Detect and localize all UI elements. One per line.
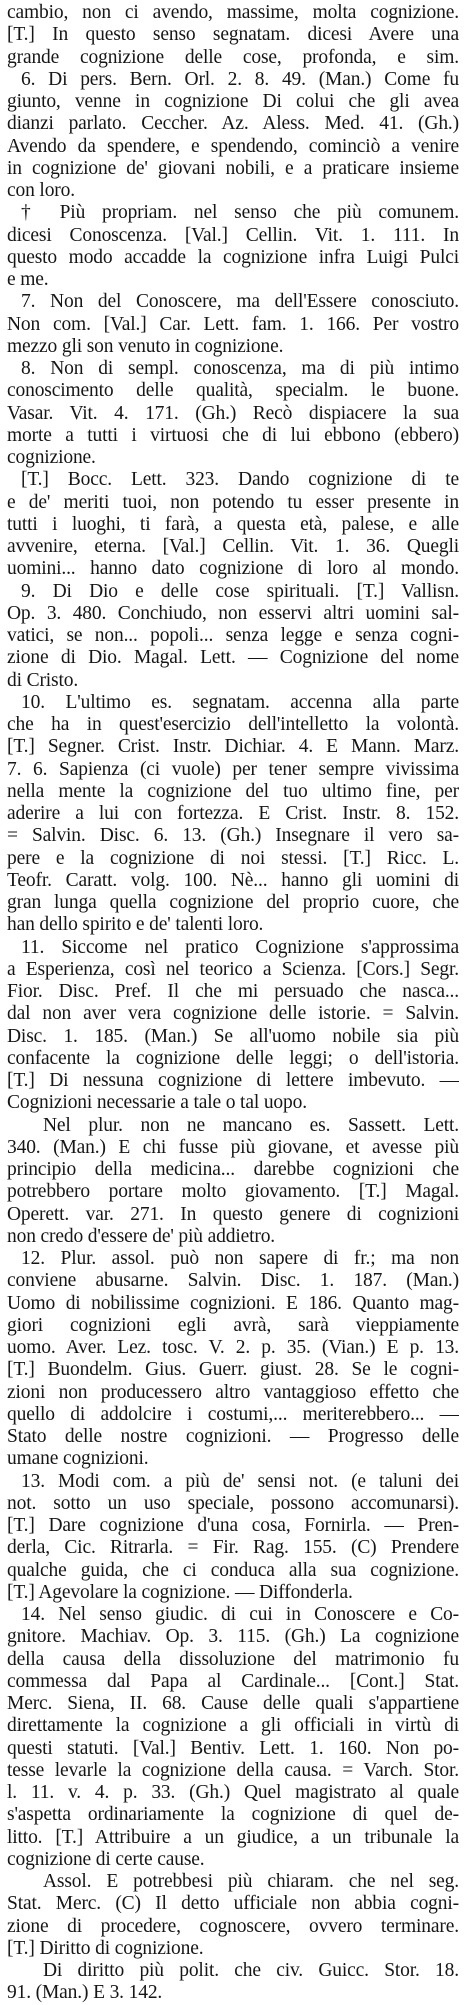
text-line: confacente la cognizione delle leggi; o dell'istoria. (7, 1047, 459, 1069)
text-line: 12. Plur. assol. può non sapere di fr.; ma non (21, 1248, 459, 1269)
text-line: a Esperienza, così nel teorico a Scienza. [Cors.] Segr. (7, 958, 459, 980)
text-line: 9. Di Dio e delle cose spirituali. [T.] Vallisn. (21, 580, 459, 602)
text-line: 10. L'ultimo es. segnatam. accenna alla parte (21, 691, 459, 713)
text-line: uomo. Aver. Lez. tosc. V. 2. p. 35. (Vian.) E p. 13. (7, 1337, 459, 1358)
text-line: derla, Cic. Ritrarla. = Fir. Rag. 155. (C) Prendere (7, 1537, 459, 1559)
text-line: in cognizione de' giovani nobili, e a praticare insieme (7, 157, 459, 179)
text-line: Merc. Siena, II. 68. Cause delle quali s'appartiene (7, 1693, 459, 1714)
text-line: 340. (Man.) E chi fusse più giovane, et avesse più (7, 1136, 459, 1158)
text-line: Assol. E potrebbesi più chiaram. che nel seg. (43, 1871, 459, 1892)
text-line: [T.] Dare cognizione d'una cosa, Fornirla. — Pren- (7, 1515, 459, 1536)
text-line: giori cognizioni egli avrà, sarà vieppiamente (7, 1314, 459, 1336)
text-line: [T.] In questo senso segnatam. dicesi Avere una (7, 24, 459, 46)
text-line: Fior. Disc. Pref. Il che mi persuado che nasca... (7, 981, 459, 1002)
text-line: di Cristo. (7, 669, 79, 691)
text-line: dicesi Conoscenza. [Val.] Cellin. Vit. 1. 111. In (7, 224, 459, 246)
text-line: avvenire, eterna. [Val.] Cellin. Vit. 1. 36. Quegli (7, 536, 459, 557)
text-line: cognizione di certe cause. (7, 1848, 205, 1870)
text-line: e de' meriti tuoi, non potendo tu esser presente in (7, 491, 459, 513)
text-line: [T.] Agevolare la cognizione. — Diffonderla. (7, 1581, 353, 1603)
text-line: giunto, venne in cognizione Di colui che gli avea (7, 91, 459, 112)
text-line: 14. Nel senso giudic. di cui in Conoscere e Co- (21, 1604, 459, 1625)
text-line: han dello spirito e de' talenti loro. (7, 914, 264, 936)
text-line: questi statuti. [Val.] Bentiv. Lett. 1. 160. Non po- (7, 1737, 459, 1759)
text-line: [T.] Buondelm. Gius. Guerr. giust. 28. Se le cogni- (7, 1359, 459, 1381)
text-line: potrebbero portare molto giovamento. [T.] Magal. (7, 1181, 459, 1203)
text-line: Non com. [Val.] Car. Lett. fam. 1. 166. Per vostro (7, 313, 459, 335)
text-line: not. sotto un uso speciale, possono accomunarsi). (7, 1492, 459, 1514)
text-line: † Più propriam. nel senso che più comunem. (21, 202, 459, 224)
text-line: s'aspetta ordinariamente la cognizione di quel de- (7, 1804, 459, 1826)
text-line: 13. Modi com. a più de' sensi not. (e taluni dei (21, 1470, 459, 1492)
text-line: morte a tutti i virtuosi che di lui ebbono (ebbero) (7, 424, 459, 446)
text-line: Cognizioni necessarie a tale o tal uopo. (7, 1092, 307, 1114)
text-line: Stato delle nostre cognizioni. — Progresso delle (7, 1426, 459, 1447)
text-line: pere e la cognizione di noi stessi. [T.] Ricc. L. (7, 847, 459, 869)
text-line: [T.] Diritto di cognizione. (7, 1937, 204, 1959)
text-line: Nel plur. non ne mancano es. Sassett. Lett. (43, 1114, 459, 1136)
text-line: 7. 6. Sapienza (ci vuole) per tener sempre vivissima (7, 758, 459, 780)
text-line: 8. Non di sempl. conoscenza, ma di più intimo (21, 358, 459, 379)
text-line: Op. 3. 480. Conchiudo, non esservi altri uomini sal- (7, 602, 459, 624)
text-line: uomini... hanno dato cognizione di loro al mondo. (7, 558, 459, 580)
text-line: conviene abusarne. Salvin. Disc. 1. 187. (Man.) (7, 1270, 459, 1292)
text-line: aderire a lui con fortezza. E Crist. Instr. 8. 152. (7, 803, 459, 824)
text-line: qualche guida, che ci conduca alla sua cognizione. (7, 1559, 459, 1581)
text-line: [T.] Di nessuna cognizione di lettere imbevuto. — (7, 1070, 459, 1091)
text-line: cognizione. (7, 447, 96, 468)
text-line: e me. (7, 269, 49, 290)
text-line: conoscimento delle qualità, specialm. le buone. (7, 380, 459, 402)
text-line: tesse levarle la cognizione della causa. = Varch. Stor. (7, 1759, 459, 1781)
text-line: Disc. 1. 185. (Man.) Se all'uomo nobile sia più (7, 1025, 459, 1047)
text-line: [T.] Segner. Crist. Instr. Dichiar. 4. E Mann. Marz. (7, 736, 459, 758)
text-line: 11. Siccome nel pratico Cognizione s'approssima (21, 936, 459, 958)
text-line: Di diritto più polit. che civ. Guicc. Stor. 18. (43, 1960, 459, 1981)
text-line: Uomo di nobilissime cognizioni. E 186. Quanto mag- (7, 1292, 459, 1314)
text-line: Vasar. Vit. 4. 171. (Gh.) Recò dispiacere la sua (7, 402, 459, 424)
text-line: [T.] Bocc. Lett. 323. Dando cognizione di te (21, 469, 459, 491)
text-line: litto. [T.] Attribuire a un giudice, a un tribunale la (7, 1826, 459, 1848)
text-line: umane cognizioni. (7, 1448, 149, 1470)
text-line: 7. Non del Conoscere, ma dell'Essere conosciuto. (21, 291, 459, 313)
text-line: zioni non producessero altro vantaggioso effetto che (7, 1381, 459, 1403)
text-line: mezzo gli son venuto in cognizione. (7, 335, 284, 357)
text-line: Stat. Merc. (C) Il detto ufficiale non abbia cogni- (7, 1893, 459, 1915)
text-line: l. 11. v. 4. p. 33. (Gh.) Quel magistrato al quale (7, 1782, 459, 1803)
text-line: Operett. var. 271. In questo genere di cognizioni (7, 1203, 459, 1225)
text-line: dal non aver vera cognizione delle istorie. = Salvin. (7, 1003, 459, 1025)
text-line: tutti i luoghi, ti farà, a questa età, palese, e alle (7, 513, 459, 535)
text-line: principio della medicina... darebbe cognizioni che (7, 1159, 459, 1180)
text-line: direttamente la cognizione a gli officiali in virtù di (7, 1715, 459, 1737)
text-line: 6. Di pers. Bern. Orl. 2. 8. 49. (Man.) Come fu (21, 68, 459, 90)
text-line: grande cognizione delle cose, profonda, e sim. (7, 46, 459, 68)
text-line: commessa dal Papa al Cardinale... [Cont.] Stat. (7, 1670, 459, 1692)
text-line: zione di Dio. Magal. Lett. — Cognizione del nome (7, 647, 459, 669)
text-line: che ha in quest'esercizio dell'intelletto la volontà. (7, 714, 459, 735)
text-line: Avendo da spendere, e spendendo, cominciò a venire (7, 135, 459, 157)
text-line: 91. (Man.) E 3. 142. (7, 1982, 163, 2004)
text-line: gnitore. Machiav. Op. 3. 115. (Gh.) La cognizione (7, 1626, 459, 1648)
text-line: quello di addolcire i costumi,... meriterebbero... — (7, 1403, 459, 1425)
text-line: = Salvin. Disc. 6. 13. (Gh.) Insegnare il vero sa- (7, 825, 459, 847)
text-line: questo modo accadde la cognizione infra Luigi Pulci (7, 246, 459, 268)
text-line: dianzi parlato. Ceccher. Az. Aless. Med. 41. (Gh.) (7, 113, 459, 135)
text-line: non credo d'essere de' più addietro. (7, 1225, 276, 1247)
text-line: gran lunga quella cognizione del proprio cuore, che (7, 892, 459, 913)
text-line: della causa della dissoluzione del matrimonio fu (7, 1648, 459, 1670)
text-line: nella mente la cognizione del tuo ultimo fine, per (7, 780, 459, 802)
text-line: vatici, se non... popoli... senza legge e senza cogni- (7, 625, 459, 646)
text-line: zione di procedere, cognoscere, ovvero terminare. (7, 1915, 459, 1937)
text-line: cambio, non ci avendo, massime, molta cognizione. (7, 2, 459, 23)
text-line: Teofr. Caratt. volg. 100. Nè... hanno gli uomini di (7, 869, 459, 891)
text-line: con loro. (7, 180, 75, 201)
